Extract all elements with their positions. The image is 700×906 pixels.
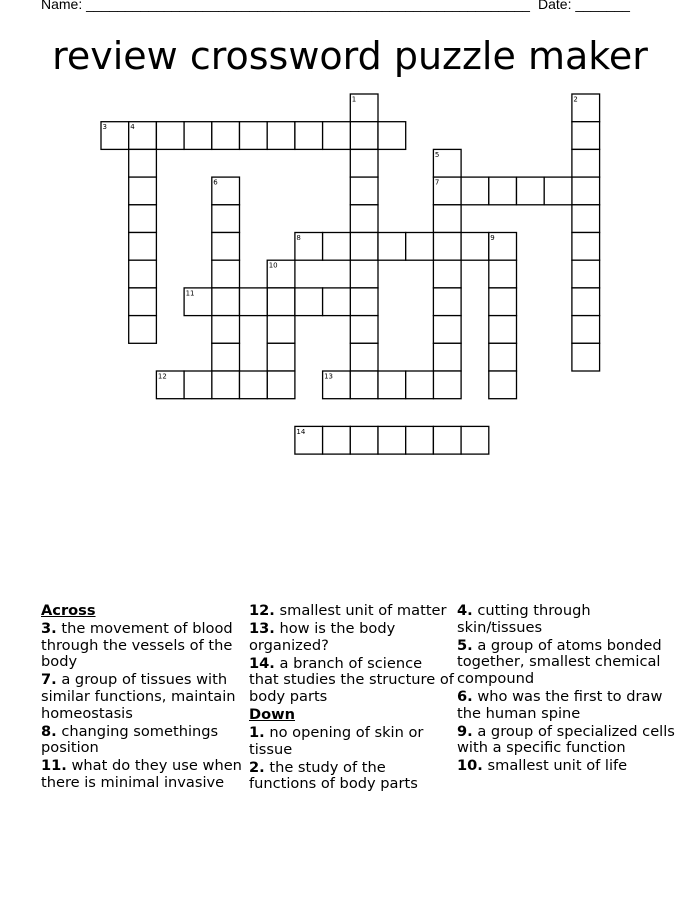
clue-number: 5. [457, 636, 473, 654]
grid-cell[interactable] [350, 260, 378, 288]
grid-cell[interactable] [323, 288, 351, 316]
grid-cell[interactable] [406, 371, 434, 399]
grid-cell[interactable] [350, 288, 378, 316]
grid-cell[interactable] [461, 177, 489, 205]
grid-cell[interactable] [267, 122, 295, 150]
grid-cell[interactable] [572, 233, 600, 261]
grid-cell[interactable] [350, 233, 378, 261]
grid-cell[interactable] [572, 149, 600, 177]
clue-number: 1. [249, 724, 265, 742]
grid-cell[interactable] [489, 260, 517, 288]
grid-cell[interactable] [433, 316, 461, 344]
clue-item [41, 621, 246, 671]
clue-text: cutting through skin/tissues [457, 602, 591, 636]
grid-cell[interactable] [267, 371, 295, 399]
grid-cell[interactable] [572, 177, 600, 205]
grid-cell[interactable] [350, 343, 378, 371]
grid-cell[interactable] [572, 260, 600, 288]
clue-number-label: 5 [434, 150, 440, 159]
grid-cell[interactable] [544, 177, 572, 205]
clue-number-label: 9 [490, 234, 495, 242]
grid-cell[interactable] [350, 426, 378, 454]
clue-number: 14. [249, 654, 275, 672]
grid-cell[interactable] [212, 205, 240, 233]
clue-text: the study of the functions of body parts [249, 758, 418, 793]
grid-cell[interactable] [267, 343, 295, 371]
clue-number-label: 10 [268, 261, 278, 270]
grid-cell[interactable] [489, 316, 517, 344]
clue-item [249, 760, 454, 793]
clues-column-3 [457, 603, 677, 776]
clue-item [457, 689, 677, 722]
grid-cell[interactable] [156, 122, 184, 150]
grid-cell[interactable] [295, 122, 323, 150]
grid-cell[interactable] [489, 371, 517, 399]
grid-cell[interactable] [129, 288, 157, 316]
clue-text: how is the body organized? [249, 620, 396, 654]
grid-cell[interactable] [433, 233, 461, 261]
grid-cell[interactable] [212, 316, 240, 344]
grid-cell[interactable] [350, 371, 378, 399]
grid-cell[interactable] [184, 122, 212, 150]
grid-cell[interactable] [489, 177, 517, 205]
clue-number: 7. [41, 671, 57, 689]
clues-column-1 [41, 603, 246, 793]
grid-cell[interactable] [406, 233, 434, 261]
grid-cell[interactable] [572, 343, 600, 371]
clue-text: what do they use when there is minimal invasive [41, 757, 242, 791]
clue-number: 12. [249, 602, 275, 619]
grid-cell[interactable] [323, 122, 351, 150]
name-field-label: Name: _________________________________________________________ [41, 0, 530, 12]
clue-text: a group of atoms bonded together, smallest chemical compound [457, 636, 662, 687]
grid-cell[interactable] [433, 288, 461, 316]
clue-number-label: 6 [213, 178, 218, 187]
date-field-label: Date: _______ [538, 0, 630, 12]
grid-cell[interactable] [406, 426, 434, 454]
grid-cell[interactable] [350, 149, 378, 177]
grid-cell[interactable] [267, 288, 295, 316]
clue-item [457, 724, 677, 757]
clue-number-label: 14 [296, 427, 306, 436]
grid-cell[interactable] [212, 260, 240, 288]
clue-number: 13. [249, 620, 275, 638]
grid-cell[interactable] [295, 288, 323, 316]
clue-item [457, 638, 677, 688]
clue-number-label: 11 [185, 289, 195, 298]
grid-cell[interactable] [212, 233, 240, 261]
grid-cell[interactable] [489, 343, 517, 371]
clue-text: a group of specialized cells with a specific function [457, 722, 675, 757]
across-heading: Across [41, 602, 96, 619]
clue-number-label: 7 [434, 178, 440, 187]
grid-cell[interactable] [129, 177, 157, 205]
grid-cell[interactable] [433, 426, 461, 454]
grid-cell[interactable] [350, 177, 378, 205]
grid-cell[interactable] [212, 371, 240, 399]
grid-cell[interactable] [240, 288, 268, 316]
grid-cell[interactable] [378, 371, 406, 399]
grid-cell[interactable] [212, 343, 240, 371]
clue-item [249, 621, 454, 654]
clue-text: no opening of skin or tissue [249, 724, 424, 758]
clue-number: 6. [457, 687, 473, 705]
clue-number-label: 4 [130, 123, 135, 132]
clue-number-label: 2 [573, 95, 578, 104]
clue-number: 3. [41, 620, 57, 638]
grid-cell[interactable] [489, 288, 517, 316]
clue-number: 11. [41, 757, 67, 775]
clue-text: smallest unit of matter [274, 602, 447, 619]
grid-cell[interactable] [129, 316, 157, 344]
grid-cell[interactable] [461, 426, 489, 454]
clue-item [41, 724, 246, 757]
clue-item [41, 672, 246, 722]
clue-number-label: 3 [102, 123, 107, 132]
grid-cell[interactable] [378, 426, 406, 454]
grid-cell[interactable] [378, 122, 406, 150]
grid-cell[interactable] [323, 233, 351, 261]
clue-item [249, 725, 454, 758]
clue-item [41, 758, 246, 791]
grid-cell[interactable] [129, 233, 157, 261]
grid-cell[interactable] [323, 426, 351, 454]
grid-cell[interactable] [572, 316, 600, 344]
clue-text: a group of tissues with similar functions, maintain homeostasis [41, 671, 236, 722]
grid-cell[interactable] [129, 260, 157, 288]
grid-cell[interactable] [517, 177, 545, 205]
clue-item [457, 603, 677, 636]
clue-item [249, 656, 454, 706]
grid-cell[interactable] [572, 205, 600, 233]
clue-number-label: 1 [351, 95, 357, 104]
grid-cell[interactable] [433, 343, 461, 371]
grid-cell[interactable] [433, 260, 461, 288]
page-title: review crossword puzzle maker [52, 34, 648, 78]
clue-text: changing somethings position [41, 722, 219, 757]
clues-column-2 [249, 603, 454, 795]
clue-number-label: 8 [296, 234, 301, 242]
clue-text: who was the first to draw the human spine [457, 687, 663, 722]
clue-number-label: 13 [324, 372, 334, 381]
clue-number: 9. [457, 722, 473, 740]
clue-number: 2. [249, 758, 265, 776]
grid-cell[interactable] [572, 122, 600, 150]
down-heading: Down [249, 706, 296, 724]
clue-number: 4. [457, 602, 473, 619]
clue-number: 8. [41, 722, 57, 740]
grid-cell[interactable] [129, 205, 157, 233]
clue-text: the movement of blood through the vessels of the body [41, 620, 233, 671]
grid-cell[interactable] [350, 205, 378, 233]
clue-item [457, 758, 677, 775]
grid-cell[interactable] [212, 122, 240, 150]
grid-cell[interactable] [267, 316, 295, 344]
grid-cell[interactable] [572, 288, 600, 316]
grid-cell[interactable] [240, 122, 268, 150]
grid-cell[interactable] [433, 205, 461, 233]
grid-cell[interactable] [461, 233, 489, 261]
clue-text: smallest unit of life [482, 757, 628, 775]
grid-cell[interactable] [350, 122, 378, 150]
clue-number: 10. [457, 757, 483, 775]
grid-cell[interactable] [378, 233, 406, 261]
clue-number-label: 12 [157, 372, 167, 381]
grid-cell[interactable] [212, 288, 240, 316]
grid-cell[interactable] [240, 371, 268, 399]
grid-cell[interactable] [129, 149, 157, 177]
grid-cell[interactable] [433, 371, 461, 399]
clue-item [249, 603, 454, 620]
grid-cell[interactable] [350, 316, 378, 344]
grid-cell[interactable] [184, 371, 212, 399]
clue-text: a branch of science that studies the structure of body parts [249, 654, 454, 705]
